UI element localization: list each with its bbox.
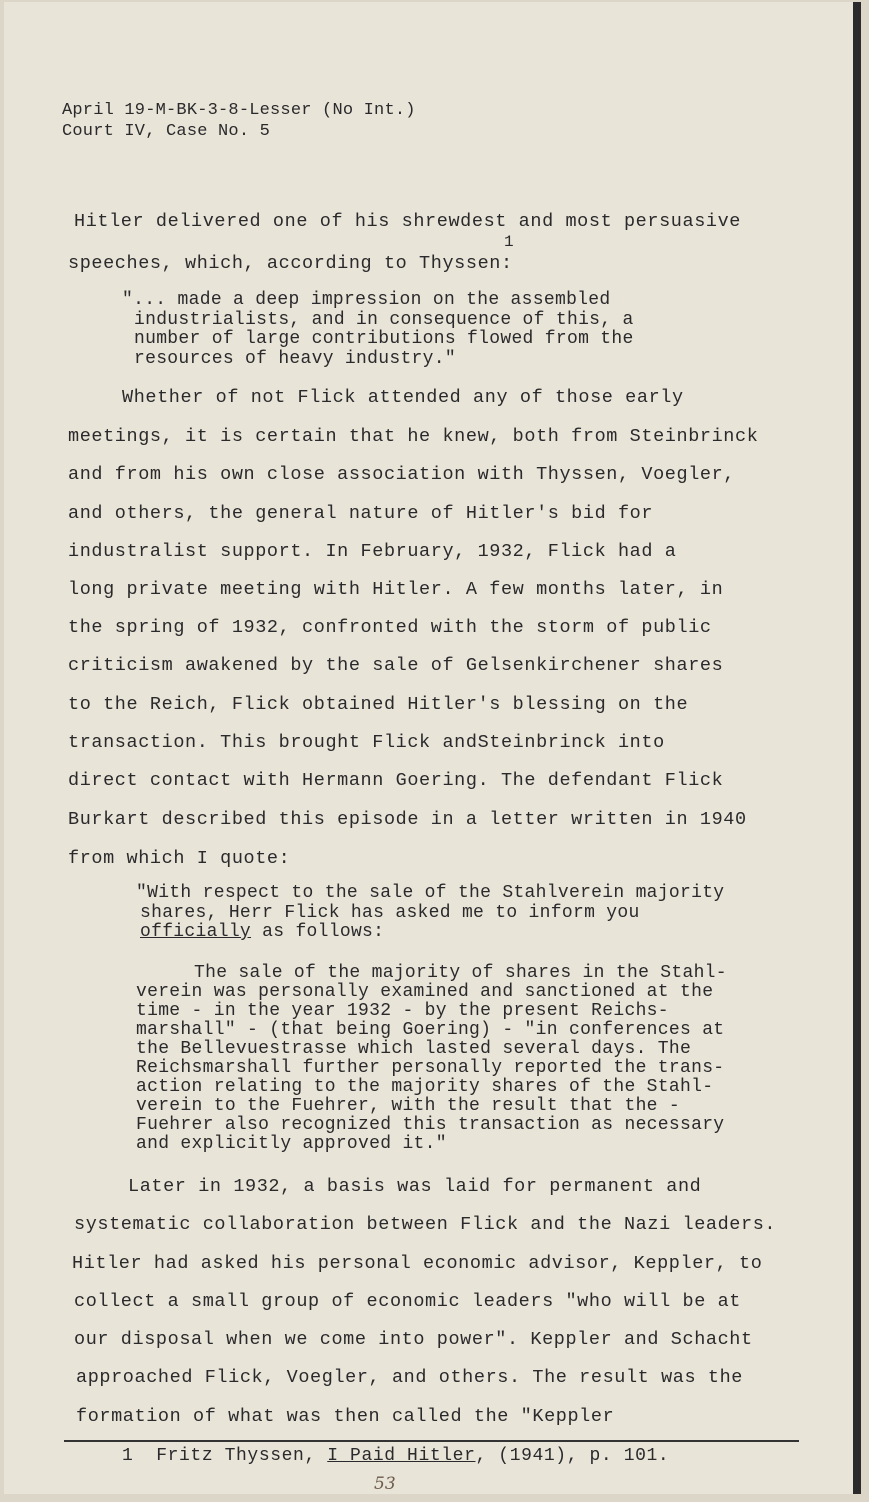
quote2b-line: The sale of the majority of shares in the Stahl- xyxy=(194,963,727,983)
quote1-line: resources of heavy industry." xyxy=(134,348,456,369)
para3-line: formation of what was then called the "Keppler xyxy=(76,1406,615,1427)
quote2b-line: verein to the Fuehrer, with the result that the - xyxy=(136,1096,680,1116)
quote2b-line: Fuehrer also recognized this transaction as necessary xyxy=(136,1115,725,1135)
para2-line: the spring of 1932, confronted with the storm of public xyxy=(68,617,712,638)
footnote-ref-1: 1 xyxy=(504,233,515,251)
para2-line: transaction. This brought Flick andSteinbrinck into xyxy=(68,732,665,753)
quote2b-line: Reichsmarshall further personally reported the trans- xyxy=(136,1058,725,1078)
underlined-officially: officially xyxy=(140,922,252,942)
para2-line: from which I quote: xyxy=(68,848,291,869)
para2-line: and others, the general nature of Hitler's bid for xyxy=(68,503,654,524)
header-line-1: April 19-M-BK-3-8-Lesser (No Int.) xyxy=(62,101,416,120)
header-line-2: Court IV, Case No. 5 xyxy=(62,122,271,141)
para1-line-1: Hitler delivered one of his shrewdest and most persuasive xyxy=(74,211,742,232)
quote2b-line: marshall" - (that being Goering) - "in conferences at xyxy=(136,1020,725,1040)
para2-line: and from his own close association with Thyssen, Voegler, xyxy=(68,464,736,485)
footnote-number: 1 xyxy=(122,1446,134,1466)
quote2a-line: "With respect to the sale of the Stahlverein majority xyxy=(136,883,725,903)
footnote: 1 Fritz Thyssen, I Paid Hitler, (1941), p. 101. xyxy=(122,1446,670,1466)
quote2b-line: the Bellevuestrasse which lasted several days. The xyxy=(136,1039,692,1059)
quote1-line: "... made a deep impression on the assembled xyxy=(122,290,611,310)
para2-line: long private meeting with Hitler. A few months later, in xyxy=(68,579,724,600)
para3-line: Later in 1932, a basis was laid for permanent and xyxy=(128,1176,702,1197)
para2-line: Whether of not Flick attended any of those early xyxy=(122,387,684,408)
quote2b-line: action relating to the majority shares of the Stahl- xyxy=(136,1077,714,1097)
document-page xyxy=(4,2,861,1494)
quote2a-line: shares, Herr Flick has asked me to inform you xyxy=(140,902,640,923)
quote2b-line: and explicitly approved it." xyxy=(136,1134,447,1154)
para2-line: meetings, it is certain that he knew, both from Steinbrinck xyxy=(68,426,759,447)
para3-line: Hitler had asked his personal economic advisor, Keppler, to xyxy=(72,1253,763,1274)
para2-line: criticism awakened by the sale of Gelsenkirchener shares xyxy=(68,655,724,676)
quote2a-line-3: officially as follows: xyxy=(140,922,385,942)
para2-line: Burkart described this episode in a letter written in 1940 xyxy=(68,809,747,830)
para3-line: our disposal when we come into power". Keppler and Schacht xyxy=(74,1329,753,1350)
para3-line: systematic collaboration between Flick and the Nazi leaders. xyxy=(74,1214,777,1235)
para2-line: to the Reich, Flick obtained Hitler's blessing on the xyxy=(68,694,689,715)
para3-line: collect a small group of economic leaders "who will be at xyxy=(74,1291,742,1312)
quote-thyssen xyxy=(122,291,634,369)
quote1-line: number of large contributions flowed from the xyxy=(134,329,634,349)
footnote-book-title: I Paid Hitler xyxy=(327,1446,476,1466)
para2-line: industralist support. In February, 1932, Flick had a xyxy=(68,541,677,562)
handwritten-page-mark: 53 xyxy=(374,1474,396,1494)
footnote-divider xyxy=(64,1440,799,1442)
quote-burkart-intro xyxy=(136,884,724,943)
quote-burkart-letter xyxy=(136,964,727,1154)
quote2b-line: time - in the year 1932 - by the present Reichs- xyxy=(136,1001,669,1021)
document-header xyxy=(62,100,416,142)
para1-line-2: speeches, which, according to Thyssen: xyxy=(68,253,513,274)
quote2b-line: verein was personally examined and sanctioned at the xyxy=(136,982,714,1002)
quote1-line: industrialists, and in consequence of this, a xyxy=(134,309,634,330)
para3-line: approached Flick, Voegler, and others. The result was the xyxy=(76,1367,744,1388)
para2-line: direct contact with Hermann Goering. The defendant Flick xyxy=(68,770,724,791)
